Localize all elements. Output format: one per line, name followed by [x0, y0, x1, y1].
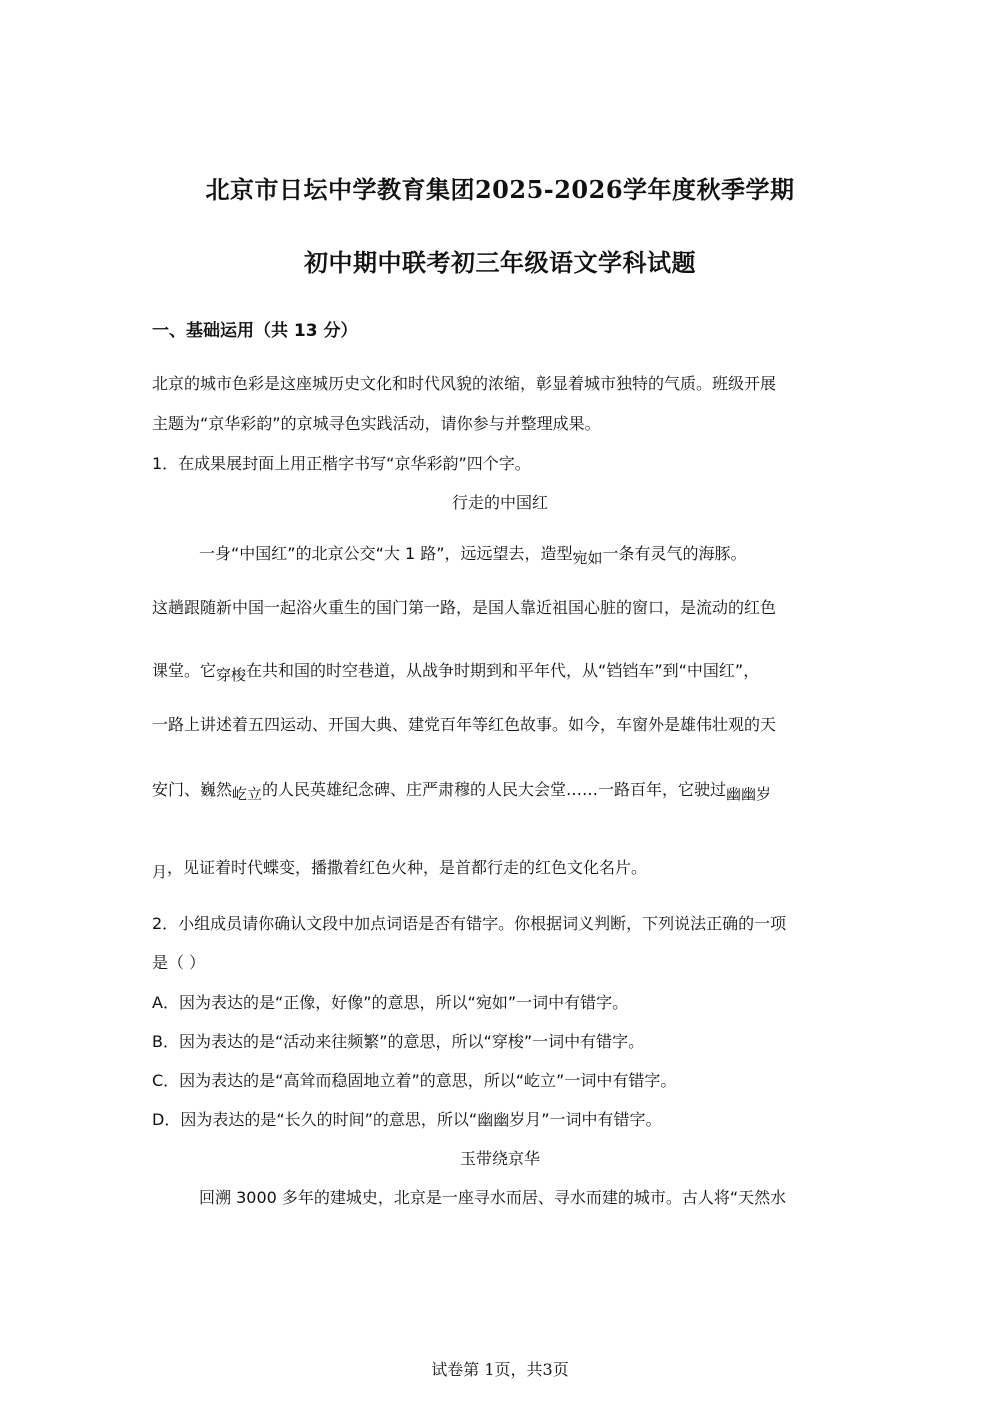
intro-line-1: 北京的城市色彩是这座城历史文化和时代风貌的浓缩，彰显着城市独特的气质。班级开展	[152, 374, 777, 393]
question-2-option-a[interactable]: A．因为表达的是“正像，好像”的意思，所以“宛如”一词中有错字。	[152, 993, 629, 1012]
passage1-line-6	[152, 855, 852, 881]
passage1-line-3	[152, 658, 852, 684]
question-1: 1．在成果展封面上用正楷字书写“京华彩韵”四个字。	[152, 454, 531, 473]
passage1-line-4: 一路上讲述着五四运动、开国大典、建党百年等红色故事。如今，车窗外是雄伟壮观的天	[152, 715, 777, 734]
passage1-title: 行走的中国红	[451, 493, 548, 512]
exam-title-line1: 北京市日坛中学教育集团2025-2026学年度秋季学期	[205, 175, 795, 204]
marked-word-youyousuiyue-part1: 幽幽岁	[726, 785, 772, 803]
marked-word-chuansuo: 穿梭	[216, 666, 247, 684]
question-2-stem-line2: 是（ ）	[152, 953, 206, 972]
marked-word-wanru: 宛如	[572, 549, 603, 567]
passage2-title: 玉带绕京华	[459, 1149, 540, 1168]
marked-word-youyousuiyue-part2: 月	[152, 863, 168, 881]
question-2-stem-line1: 2．小组成员请你确认文段中加点词语是否有错字。你根据词义判断，下列说法正确的一项	[152, 914, 787, 933]
passage1-line-5-text-a: 安门、巍然	[152, 780, 233, 799]
passage1-line-1	[199, 541, 899, 567]
passage1-line-3-text-a: 课堂。它	[152, 661, 217, 680]
passage1-line-1-text-b: 一条有灵气的海豚。	[602, 544, 747, 563]
passage1-line-5	[152, 777, 852, 803]
passage1-line-5-text-b: 的人民英雄纪念碑、庄严肃穆的人民大会堂……一路百年，它驶过	[262, 780, 727, 799]
passage1-line-3-text-b: 在共和国的时空巷道，从战争时期到和平年代，从“铛铛车”到“中国红”，	[246, 661, 760, 680]
passage1-line-6-text: ，见证着时代蝶变，播撒着红色火种，是首都行走的红色文化名片。	[167, 858, 648, 877]
section-heading: 一、基础运用（共 13 分）	[152, 321, 358, 341]
question-2-option-c[interactable]: C．因为表达的是“高耸而稳固地立着”的意思，所以“屹立”一词中有错字。	[152, 1071, 677, 1090]
marked-word-yili: 屹立	[232, 785, 263, 803]
intro-line-2: 主题为“京华彩韵”的京城寻色实践活动，请你参与并整理成果。	[152, 414, 601, 433]
question-2-option-d[interactable]: D．因为表达的是“长久的时间”的意思，所以“幽幽岁月”一词中有错字。	[152, 1110, 662, 1129]
passage2-line-1: 回溯 3000 多年的建城史，北京是一座寻水而居、寻水而建的城市。古人将“天然水	[199, 1188, 787, 1207]
question-2-option-b[interactable]: B．因为表达的是“活动来往频繁”的意思，所以“穿梭”一词中有错字。	[152, 1032, 645, 1051]
page-footer: 试卷第 1页，共3页	[431, 1360, 569, 1379]
passage1-line-1-text-a: 一身“中国红”的北京公交“大 1 路”，远远望去，造型	[199, 544, 573, 563]
exam-title-line2: 初中期中联考初三年级语文学科试题	[304, 248, 696, 277]
passage1-line-2: 这趟跟随新中国一起浴火重生的国门第一路，是国人靠近祖国心脏的窗口，是流动的红色	[152, 598, 777, 617]
